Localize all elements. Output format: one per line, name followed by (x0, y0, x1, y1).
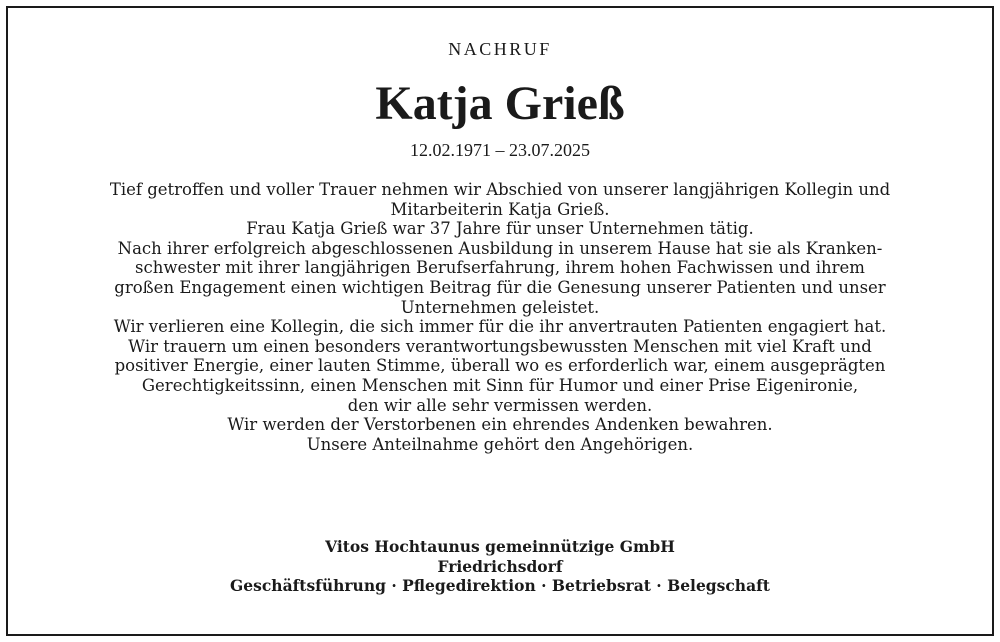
body-paragraph: Nach ihrer erfolgreich abgeschlossenen Ausbildung in unserem Hause hat sie als Kranken- schwester mit ihrer langjährigen Berufserfahrung, ihrem hohen Fachwissen und ihrem großen Engagement einen wichtigen Beitrag für die Genesung unserer Patienten und unser Unternehmen geleistet. (114, 238, 886, 317)
body-paragraph: Wir werden der Verstorbenen ein ehrendes Andenken bewahren. (227, 415, 773, 435)
deceased-name: Katja Grieß (375, 77, 625, 130)
signatories-line: Geschäftsführung · Pflegedirektion · Betriebsrat · Belegschaft (230, 576, 770, 595)
body-paragraph: Unsere Anteilnahme gehört den Angehörigen. (306, 434, 694, 454)
signature-block (0, 537, 1000, 596)
body-paragraph: Tief getroffen und voller Trauer nehmen wir Abschied von unserer langjährigen Kollegin und Mitarbeiterin Katja Grieß. (109, 180, 891, 219)
notice-heading: NACHRUF (448, 39, 552, 59)
life-dates: 12.02.1971 – 23.07.2025 (410, 140, 590, 160)
body-paragraph: Wir verlieren eine Kollegin, die sich immer für die ihr anvertrauten Patienten engagiert hat. Wir trauern um einen besonders verantwortungsbewussten Menschen mit viel Kraft und positiver Energie, einer lauten Stimme, überall wo es erforderlich war, einem ausgeprägten Gerechtigkeitssinn, einen Menschen mit Sinn für Humor und einer Prise Eigenironie, den wir alle sehr vermissen werden. (113, 317, 887, 415)
organization-location: Friedrichsdorf (437, 556, 563, 576)
body-paragraph: Frau Katja Grieß war 37 Jahre für unser Unternehmen tätig. (246, 219, 754, 239)
organization-name: Vitos Hochtaunus gemeinnützige GmbH (325, 537, 675, 556)
notice-body (40, 180, 960, 454)
